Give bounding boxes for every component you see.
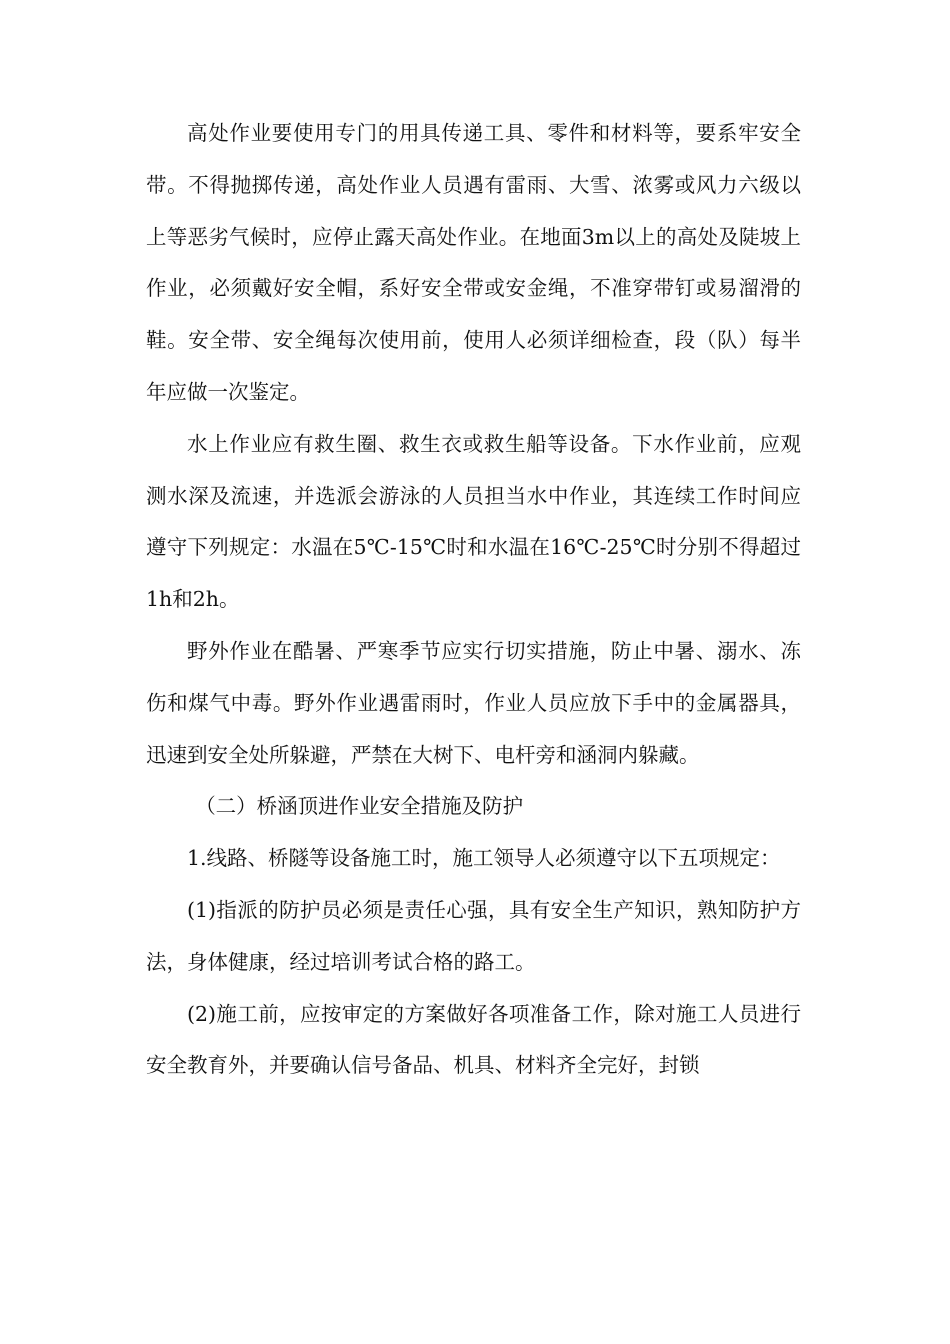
list-item: (1)指派的防护员必须是责任心强，具有安全生产知识，熟知防护方法，身体健康，经过培训考试合格的路工。 (146, 897, 801, 974)
section-heading: （二）桥涵顶进作业安全措施及防护 (195, 794, 524, 819)
list-item: 1.线路、桥隧等设备施工时，施工领导人必须遵守以下五项规定： (187, 846, 781, 871)
list-item: (2)施工前，应按审定的方案做好各项准备工作，除对施工人员进行安全教育外，并要确认信号备品、机具、材料齐全完好，封锁 (146, 1001, 801, 1078)
document-body (146, 108, 801, 1092)
paragraph-high-altitude-work: 高处作业要使用专门的用具传递工具、零件和材料等，要系牢安全带。不得抛掷传递，高处作业人员遇有雷雨、大雪、浓雾或风力六级以上等恶劣气候时，应停止露天高处作业。在地面3m以上的高处及陡坡上作业，必须戴好安全帽，系好安全带或安金绳，不准穿带钉或易溜滑的鞋。安全带、安全绳每次使用前，使用人必须详细检查，段（队）每半年应做一次鉴定。 (146, 121, 801, 404)
paragraph-field-work: 野外作业在酷暑、严寒季节应实行切实措施，防止中暑、溺水、冻伤和煤气中毒。野外作业遇雷雨时，作业人员应放下手中的金属器具，迅速到安全处所躲避，严禁在大树下、电杆旁和涵洞内躲藏。 (146, 638, 801, 767)
paragraph-water-work: 水上作业应有救生圈、救生衣或救生船等设备。下水作业前，应观测水深及流速，并选派会游泳的人员担当水中作业，其连续工作时间应遵守下列规定：水温在5℃-15℃时和水温在16℃-25℃时分别不得超过1h和2h。 (146, 431, 801, 612)
